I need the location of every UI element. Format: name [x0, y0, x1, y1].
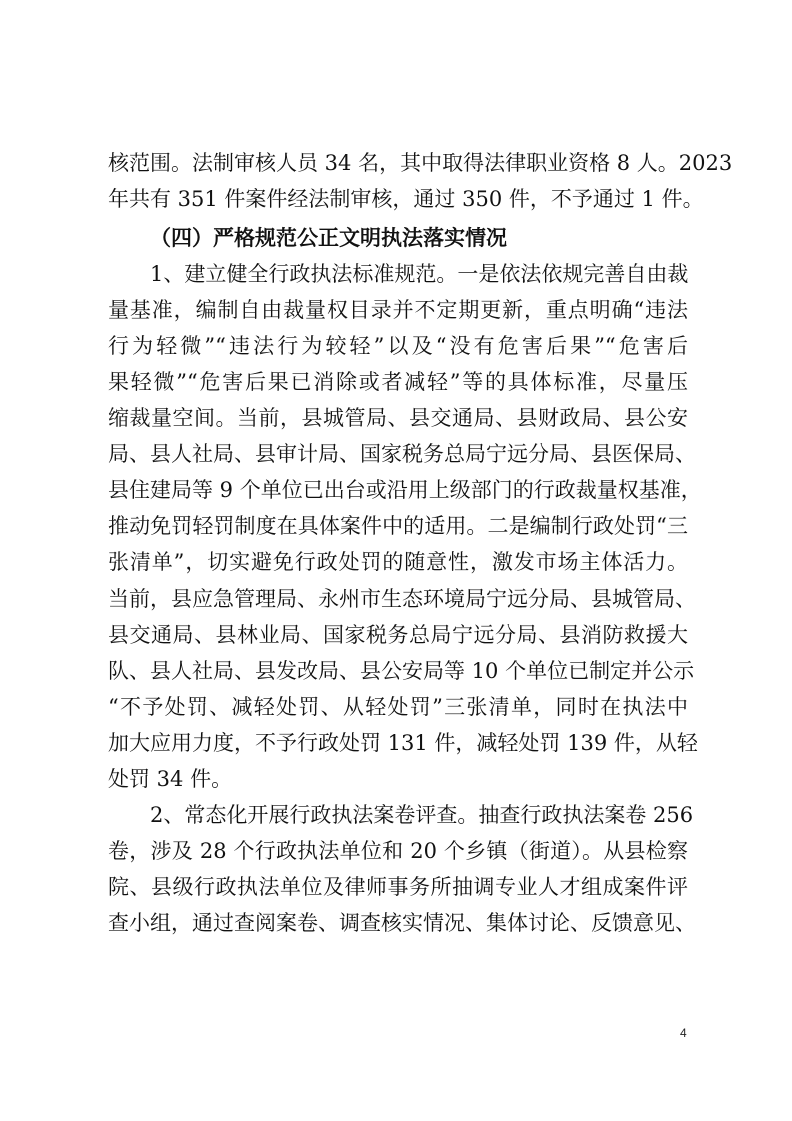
text-line: 核范围。法制审核人员 34 名，其中取得法律职业资格 8 人。2023: [108, 151, 733, 175]
page-number: 4: [680, 1026, 687, 1040]
text-line: 加大应用力度，不予行政处罚 131 件，减轻处罚 139 件，从轻: [108, 731, 698, 755]
text-line: 局、县人社局、县审计局、国家税务总局宁远分局、县医保局、: [108, 442, 696, 466]
text-line: 行为轻微”“违法行为较轻”以及“没有危害后果”“危害后: [108, 334, 688, 358]
text-line: 1、建立健全行政执法标准规范。一是依法依规完善自由裁: [150, 262, 689, 286]
text-line: “不予处罚、减轻处罚、从轻处罚”三张清单，同时在执法中: [108, 695, 688, 719]
text-line: 缩裁量空间。当前，县城管局、县交通局、县财政局、县公安: [108, 406, 688, 430]
text-line: 县交通局、县林业局、国家税务总局宁远分局、县消防救援大: [108, 623, 688, 647]
text-line: 卷，涉及 28 个行政执法单位和 20 个乡镇（街道）。从县检察: [108, 839, 688, 863]
text-line: 县住建局等 9 个单位已出台或沿用上级部门的行政裁量权基准，: [108, 478, 702, 502]
text-line: 2、常态化开展行政执法案卷评查。抽查行政执法案卷 256: [150, 803, 694, 827]
text-line: 处罚 34 件。: [108, 767, 233, 791]
text-line: 当前，县应急管理局、永州市生态环境局宁远分局、县城管局、: [108, 587, 696, 611]
text-line: 队、县人社局、县发改局、县公安局等 10 个单位已制定并公示: [108, 659, 695, 683]
text-line: 年共有 351 件案件经法制审核，通过 350 件，不予通过 1 件。: [108, 187, 704, 211]
text-line: 张清单”，切实避免行政处罚的随意性，激发市场主体活力。: [108, 550, 688, 574]
section-heading: （四）严格规范公正文明执法落实情况: [150, 225, 507, 250]
text-line: 推动免罚轻罚制度在具体案件中的适用。二是编制行政处罚“三: [108, 514, 688, 538]
text-line: 查小组，通过查阅案卷、调查核实情况、集体讨论、反馈意见、: [108, 911, 696, 935]
text-line: 量基准，编制自由裁量权目录并不定期更新，重点明确“违法: [108, 298, 688, 322]
text-line: 果轻微”“危害后果已消除或者减轻”等的具体标准，尽量压: [108, 370, 688, 394]
text-line: 院、县级行政执法单位及律师事务所抽调专业人才组成案件评: [108, 875, 688, 899]
